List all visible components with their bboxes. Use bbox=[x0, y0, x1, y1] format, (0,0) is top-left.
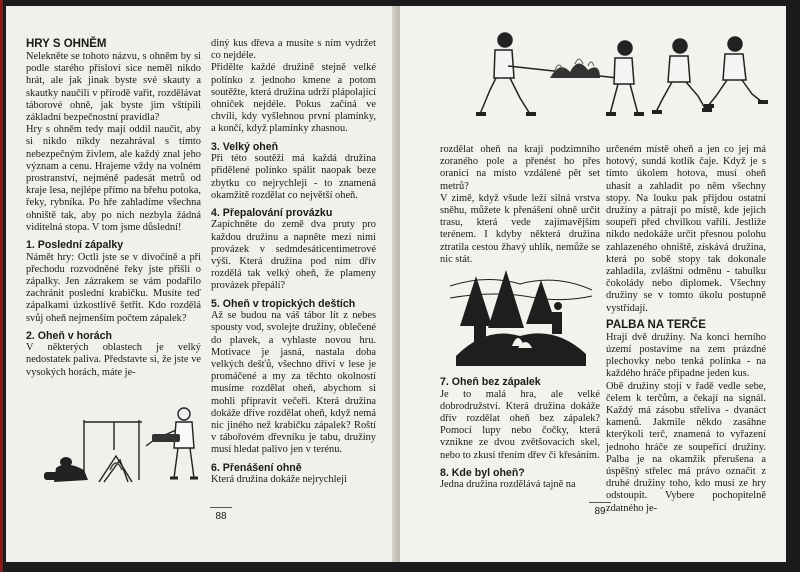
paragraph: Hrají dvě družiny. Na konci herního území postavíme na zem prázdné plechovky nebo tenká polínka - na každého hráče připadne jeden kus. bbox=[606, 331, 766, 380]
left-page-column-2 bbox=[211, 38, 376, 486]
paragraph-4: Zapíchněte do země dva pruty pro každou družinu a napněte mezi nimi provázek v sedmdesáticentimetrové výši. Která družina pod ním dřív rozdělá tak velký oheň, že plameny provázek přepálí? bbox=[211, 219, 376, 292]
paragraph-6: Která družina dokáže nejrychleji bbox=[211, 474, 347, 486]
paragraph: rozdělat oheň na kraji podzimního zoraného pole a přenést ho přes oranici na místo vzdálené pět set metrů? bbox=[440, 144, 600, 192]
book-edge bbox=[0, 0, 3, 572]
heading-8: 8. Kde byl oheň? bbox=[440, 466, 525, 479]
paragraph-7: Je to malá hra, ale velké dobrodružství. Která družina dokáže dřív rozdělat oheň bez zápalek? Pomocí lupy nebo čočky, která vznikne ze dvou zvětšovacích skel, nebo to zkusí třením dřev či křesáním. bbox=[440, 388, 600, 461]
heading-6: 6. Přenášení ohně bbox=[211, 461, 302, 474]
forest-campfire-illustration bbox=[446, 266, 594, 366]
carrying-fire-illustration bbox=[450, 28, 770, 128]
heading-5: 5. Oheň v tropických deštích bbox=[211, 297, 356, 310]
section-title: PALBA NA TERČE bbox=[606, 318, 706, 331]
paragraph: Hry s ohněm tedy mají oddíl naučit, aby si nikdo nikdy nezahrával s tímto nebezpečným živlem, ale každý znal jeho význam a cenu. Hrajeme vždy na volném prostranství, nejméně padesát metrů od kraje lesa, nejlépe přímo na břehu potoka, řeky, rybníka. Po hře zahladíme všechna ohniště tak, aby po nich nezbyla žádná viditelná stopa. V tom jsme důslední! bbox=[26, 124, 201, 233]
heading-7: 7. Oheň bez zápalek bbox=[440, 376, 541, 388]
paragraph-5: Až se budou na váš tábor lít z nebes spousty vod, svolejte družiny, oblečené do plavek, a vyhlaste novou hru. Motivace je jasná, nastala doba velkých dešťů, všechno dříví v lese je promáčené a my za těchto okolností musíme rozdělat oheň, abychom si mohli připravit večeři. Která družina dokáže dříve rozdělat oheň, když nemá nic jiného než krabičku zápalek? Roští v tábořovém dřevníku je tabu, družiny musí hledat palivo jen v terénu. bbox=[211, 310, 376, 456]
heading-1: 1. Poslední zápalky bbox=[26, 239, 124, 252]
paragraph-3: Při této soutěži má každá družina přidělené polínko spálit naopak beze zbytku co nejrychleji - to znamená okamžitě rozdělat co největší oheň. bbox=[211, 153, 376, 201]
right-page-column-1 bbox=[440, 144, 600, 266]
paragraph: diný kus dřeva a musíte s ním vydržet co nejdéle. bbox=[211, 38, 376, 62]
left-page bbox=[6, 6, 398, 562]
page-number-right: 89 bbox=[585, 506, 615, 517]
paragraph: Přidělte každé družině stejně velké polínko z jednoho kmene a potom soutěžte, která družina udrží plápolající ohníček nejdéle. Pokus začíná ve chvíli, kdy vyšlehnou první plamínky, a končí, když plamínky zhasnou. bbox=[211, 62, 376, 135]
right-page-column-2 bbox=[606, 144, 766, 515]
scouts-fire-illustration bbox=[44, 400, 214, 490]
heading-2: 2. Oheň v horách bbox=[26, 329, 112, 342]
heading-3: 3. Velký oheň bbox=[211, 140, 279, 153]
paragraph: V zimě, když všude leží silná vrstva sněhu, můžete k přenášení ohně určit trasu, která vede zajímavějším terénem. I kdyby některá družina ztratila cestou žhavý uhlík, nemůže se nic stát. bbox=[440, 192, 600, 265]
left-page-column-1 bbox=[26, 38, 201, 379]
intro-paragraph: Nelekněte se tohoto názvu, s ohněm by si podle starého přísloví sice neměl nikdo hrát, ale jak jinak byste své skauty a skautky naučili v přírodě vařit, rozdělávat táborové ohně, jak byste jim vštípili základní bezpečnostní pravidla? bbox=[26, 51, 201, 124]
right-page bbox=[400, 6, 786, 562]
paragraph: určeném místě oheň a jen co jej má hotový, sundá kotlík čaje. Když je s tímto úkolem hotova, musí oheň uhasit a zahladit po něm všechny stopy. Na louku pak přijdou ostatní družiny a pátrají po místě, kde jejich soupeři před chvilkou vařili. Jestliže nikdo nedokáže určit přesnou polohu zahlazeného ohniště, získává družina, která po sobě stopy tak dokonale zahladila, zvláštní odměnu - tabulku čokolády nebo diplomek. Všechny družiny se v tomto úkolu postupně vystřídají. bbox=[606, 144, 766, 314]
paragraph: Obě družiny stojí v řadě vedle sebe, čelem k terčům, a čekají na signál. Každý má zásobu střeliva - dvanáct kamenů. Jakmile někdo zasáhne kterýkoli terč, znamená to vyřazení jednoho hráče ze soupeřící družiny. Palba je na okamžik přerušena a úspěšný střelec má právo označit z druhé družiny toho, kdo musí ze hry odstoupit. Vybere pochopitelně zdatného je- bbox=[606, 380, 766, 514]
page-number-left: 88 bbox=[206, 511, 236, 522]
paragraph-2: V některých oblastech je velký nedostatek paliva. Představte si, že jste ve vysokých horách, máte je- bbox=[26, 342, 201, 378]
heading-4: 4. Přepalování provázku bbox=[211, 206, 333, 219]
right-page-column-1-lower bbox=[440, 376, 600, 491]
paragraph-8: Jedna družina rozdělává tajně na bbox=[440, 479, 576, 491]
paragraph-1: Námět hry: Octli jste se v divočině a při přechodu rozvodněné řeky jste přišli o zápalky. Jen zázrakem se vám podařilo zachránit poslední krabičku. Musíte teď zápalkami úzkostlivě šetřit. Kdo rozdělá svůj oheň nejmenším počtem zápalek? bbox=[26, 251, 201, 324]
section-title: HRY S OHNĚM bbox=[26, 38, 107, 50]
